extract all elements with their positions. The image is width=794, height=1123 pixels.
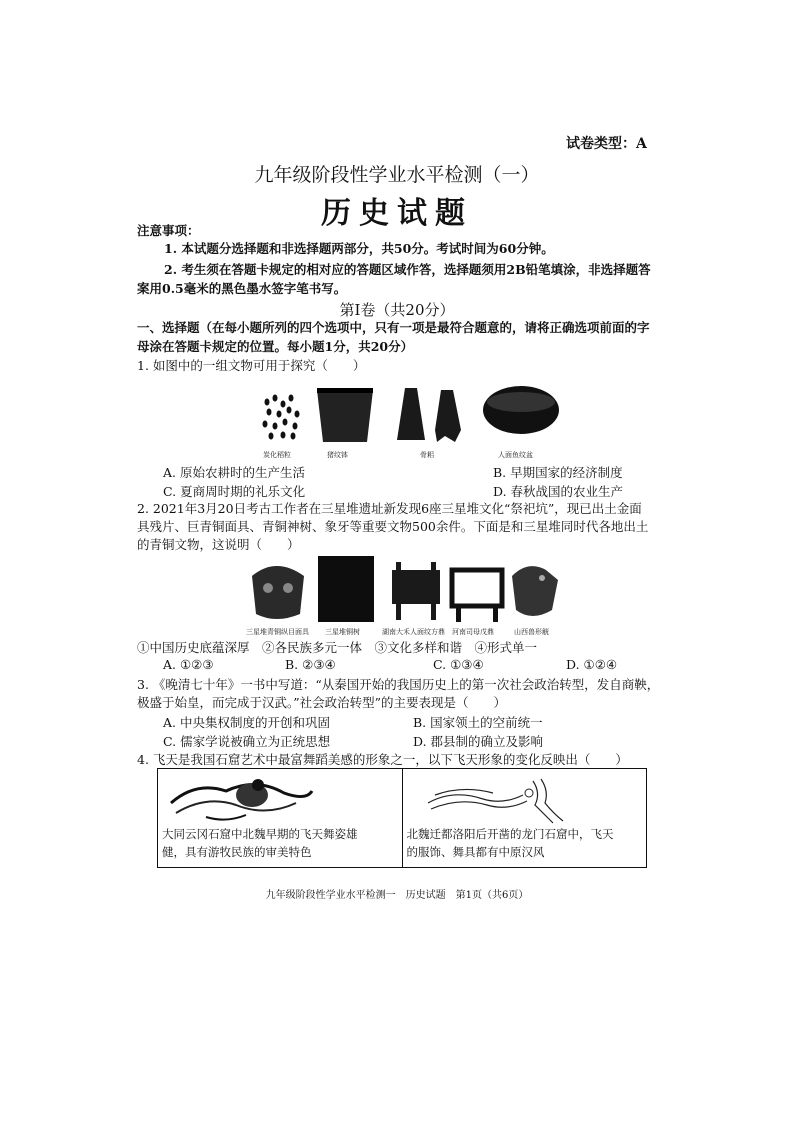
pig-pattern-bowl-image [317, 390, 373, 442]
q2-option-c: C. ①③④ [433, 657, 484, 672]
section-instruction-line1: 一、选择题（在每小题所列的四个选项中，只有一项是最符合题意的，请将正确选项前面的字 [137, 320, 650, 335]
q4-feitian-table [157, 768, 647, 868]
notice-item-2-line2: 案用0.5毫米的黑色墨水签字笔书写。 [137, 281, 347, 296]
q2-caption-4: 河南司母戊鼎 [452, 628, 494, 636]
beast-gong-image [512, 566, 558, 616]
q4-left-text [162, 825, 398, 861]
q1-stem: 1. 如图中的一组文物可用于探究（ ） [137, 358, 366, 373]
q1-option-d: D. 春秋战国的农业生产 [493, 484, 624, 499]
q3-option-c: C. 儒家学说被确立为正统思想 [163, 734, 331, 749]
bone-spade-image [397, 388, 425, 440]
q4-right-cell [402, 769, 647, 867]
square-ding-image [392, 570, 440, 604]
q2-stem-line1: 2. 2021年3月20日考古工作者在三星堆遗址新发现6座三星堆文化“祭祀坑”，现已出土金面 [137, 501, 642, 516]
q2-option-b: B. ②③④ [285, 657, 336, 672]
q1-caption-1: 炭化稻粒 [263, 451, 291, 459]
notice-item-2-line1: 2. 考生须在答题卡规定的相对应的答题区域作答，选择题须用2B铅笔填涂，非选择题答 [164, 262, 651, 277]
q1-image-row [255, 380, 565, 458]
q2-stem-line3: 的青铜文物，这说明（ ） [137, 537, 300, 552]
q1-caption-4: 人面鱼纹盆 [498, 451, 533, 459]
q4-left-text-line2: 健，具有游牧民族的审美特色 [162, 845, 312, 859]
exam-title: 历史试题 [321, 196, 473, 231]
rice-grains-image [263, 395, 300, 440]
q3-stem-line2: 极盛于始皇，而完成于汉武。”社会政治转型”的主要表现是（ ） [137, 695, 507, 710]
q2-caption-2: 三星堆铜树 [325, 628, 360, 636]
q4-left-text-line1: 大同云冈石窟中北魏早期的飞天舞姿雄 [162, 827, 358, 841]
q3-stem-line1: 3. 《晚清七十年》一书中写道：“从秦国开始的我国历史上的第一次社会政治转型，发自商鞅， [137, 677, 660, 692]
q2-caption-5: 山西兽形觥 [514, 628, 549, 636]
notice-heading: 注意事项： [137, 223, 200, 238]
q1-option-a: A. 原始农耕时的生产生活 [163, 465, 305, 480]
q2-option-d: D. ①②④ [566, 657, 618, 672]
q1-option-b: B. 早期国家的经济制度 [493, 465, 623, 480]
q4-left-cell [158, 769, 402, 867]
page-footer: 九年级阶段性学业水平检测一 历史试题 第1页（共6页） [265, 890, 529, 901]
q2-bronzes-illustration [246, 556, 566, 626]
q3-option-d: D. 郡县制的确立及影响 [413, 734, 544, 749]
q4-right-text [407, 825, 643, 861]
section-heading: 第Ⅰ卷（共20分） [339, 301, 455, 319]
q3-option-b: B. 国家领土的空前统一 [413, 715, 543, 730]
section-instruction-line2: 母涂在答题卡规定的位置。每小题1分，共20分） [137, 339, 414, 354]
q3-option-a: A. 中央集权制度的开创和巩固 [163, 715, 330, 730]
notice-item-1: 1. 本试题分选择题和非选择题两部分，共50分。考试时间为60分钟。 [164, 241, 554, 256]
paper-type-label: 试卷类型：A [566, 136, 647, 152]
q1-caption-3: 骨耜 [420, 451, 434, 459]
yungang-feitian-image [166, 773, 316, 825]
q2-option-a: A. ①②③ [163, 657, 214, 672]
q2-caption-1: 三星堆青铜纵目面具 [246, 628, 309, 636]
bronze-mask-image [252, 566, 304, 619]
q2-caption-3: 湖南大禾人面纹方鼎 [382, 628, 445, 636]
exam-subtitle: 九年级阶段性学业水平检测（一） [254, 164, 540, 186]
q4-right-text-line1: 北魏迁都洛阳后开凿的龙门石窟中，飞天 [406, 827, 614, 841]
simuwu-ding-image [452, 570, 502, 606]
q2-image-row [246, 556, 566, 638]
q1-option-c: C. 夏商周时期的礼乐文化 [163, 484, 306, 499]
longmen-feitian-image [423, 773, 583, 827]
q1-caption-2: 猪纹钵 [327, 451, 348, 459]
q4-stem: 4. 飞天是我国石窟艺术中最富舞蹈美感的形象之一，以下飞天形象的变化反映出（ ） [137, 752, 628, 767]
q2-stem-line2: 具残片、巨青铜面具、青铜神树、象牙等重要文物500余件。下面是和三星堆同时代各地出土 [137, 519, 649, 534]
q4-right-text-line2: 的服饰、舞具都有中原汉风 [406, 845, 545, 859]
q1-artifacts-illustration [255, 380, 565, 458]
q2-statements: ①中国历史底蕴深厚 ②各民族多元一体 ③文化多样和谐 ④形式单一 [137, 640, 538, 655]
bronze-tree-image [318, 556, 374, 622]
